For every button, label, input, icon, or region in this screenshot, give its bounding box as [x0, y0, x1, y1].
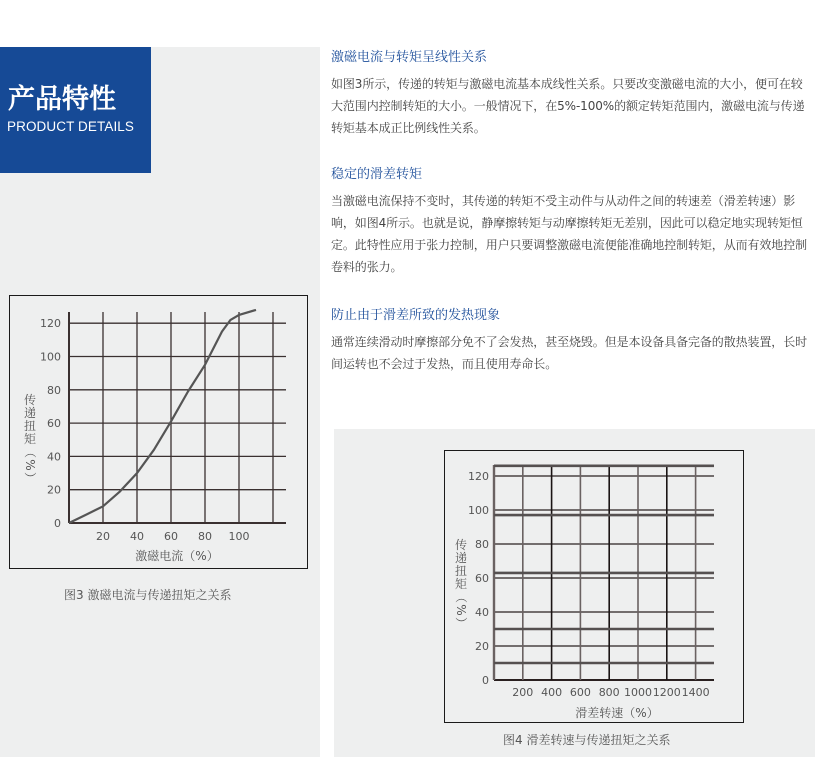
- x-tick-label: 20: [96, 530, 110, 543]
- x-tick-label: 1000: [624, 686, 652, 699]
- y-tick-label: 120: [468, 470, 489, 483]
- x-tick-label: 1200: [652, 686, 681, 699]
- section-body: 当激磁电流保持不变时，其传递的转矩不受主动件与从动件之间的转速差（滑差转速）影响，如图4所示。也就是说，静摩擦转矩与动摩擦转矩无差别，因此可以稳定地实现转矩恒定。此特性应用于张力控制，用户只要调整激磁电流便能准确地控制转矩，从而有效地控制卷料的张力。: [331, 194, 808, 274]
- y-tick-label: 20: [475, 640, 489, 653]
- section-heading: 激磁电流与转矩呈线性关系: [331, 50, 488, 65]
- figure-4-plot: [445, 451, 745, 724]
- section-heading: 稳定的滑差转矩: [331, 167, 423, 182]
- y-tick-label: 20: [47, 483, 61, 497]
- x-tick-label: 800: [598, 686, 620, 699]
- y-tick-label: 80: [475, 538, 489, 551]
- y-axis-label-char: %: [23, 459, 37, 471]
- y-tick-label: 60: [475, 572, 489, 585]
- figure-4-chart: [444, 450, 744, 723]
- figure-3-plot: [10, 296, 309, 570]
- x-tick-label: 40: [130, 530, 144, 543]
- y-axis-label-char: 传: [454, 538, 468, 552]
- y-axis-label-char: 传: [23, 393, 37, 407]
- section-body: 如图3所示，传递的转矩与激磁电流基本成线性关系。只要改变激磁电流的大小，便可在较大范围内控制转矩的大小。一般情况下，在5%-100%的额定转矩范围内，激磁电流与传递转矩基本成正比例线性关系。: [331, 77, 805, 135]
- y-axis-label-char: 矩: [23, 432, 37, 446]
- banner-title-cn: 产品特性: [8, 84, 116, 115]
- y-tick-label: 40: [475, 606, 489, 619]
- section-stable-slip-torque: [331, 166, 811, 278]
- y-axis-label-char: 递: [454, 551, 468, 565]
- x-tick-label: 400: [541, 686, 563, 699]
- x-axis-label: 滑差转速（%）: [575, 706, 659, 720]
- x-tick-label: 200: [512, 686, 534, 699]
- x-tick-label: 1400: [681, 686, 710, 699]
- x-tick-label: 600: [569, 686, 591, 699]
- figure-4-caption: 图4 滑差转速与传递扭矩之关系: [503, 733, 671, 747]
- y-tick-label: 120: [40, 317, 61, 331]
- y-tick-label: 80: [47, 383, 61, 397]
- y-tick-label: 60: [47, 417, 61, 431]
- section-heat-prevention: [331, 307, 811, 375]
- y-tick-label: 0: [482, 674, 489, 687]
- y-tick-label: 40: [47, 450, 61, 464]
- figure-3-chart: [9, 295, 308, 569]
- product-details-banner: [0, 47, 151, 173]
- x-tick-label: 60: [164, 530, 178, 543]
- section-linear-relation: [331, 49, 811, 139]
- y-axis-label-char: 扭: [23, 419, 37, 433]
- y-axis-label-char: ）: [23, 471, 37, 485]
- x-tick-label: 100: [228, 530, 250, 543]
- y-tick-label: 0: [54, 517, 61, 530]
- y-axis-label-char: 扭: [454, 564, 468, 578]
- x-axis-label: 激磁电流（%）: [135, 549, 219, 563]
- banner-title-en: PRODUCT DETAILS: [7, 119, 135, 134]
- y-tick-label: 100: [468, 504, 489, 517]
- figure-3-caption: 图3 激磁电流与传递扭矩之关系: [64, 588, 232, 602]
- y-tick-label: 100: [40, 350, 61, 364]
- torque-curve: [69, 310, 256, 523]
- y-axis-label-char: （: [23, 445, 37, 459]
- y-axis-label-char: ）: [454, 616, 468, 630]
- x-tick-label: 80: [198, 530, 212, 543]
- y-axis-label-char: %: [454, 604, 468, 616]
- y-axis-label-char: 递: [23, 406, 37, 420]
- y-axis-label-char: （: [454, 590, 468, 604]
- y-axis-label-char: 矩: [454, 577, 468, 591]
- section-body: 通常连续滑动时摩擦部分免不了会发热，甚至烧毁。但是本设备具备完备的散热装置，长时间运转也不会过于发热，而且使用寿命长。: [331, 335, 808, 371]
- section-heading: 防止由于滑差所致的发热现象: [331, 308, 501, 323]
